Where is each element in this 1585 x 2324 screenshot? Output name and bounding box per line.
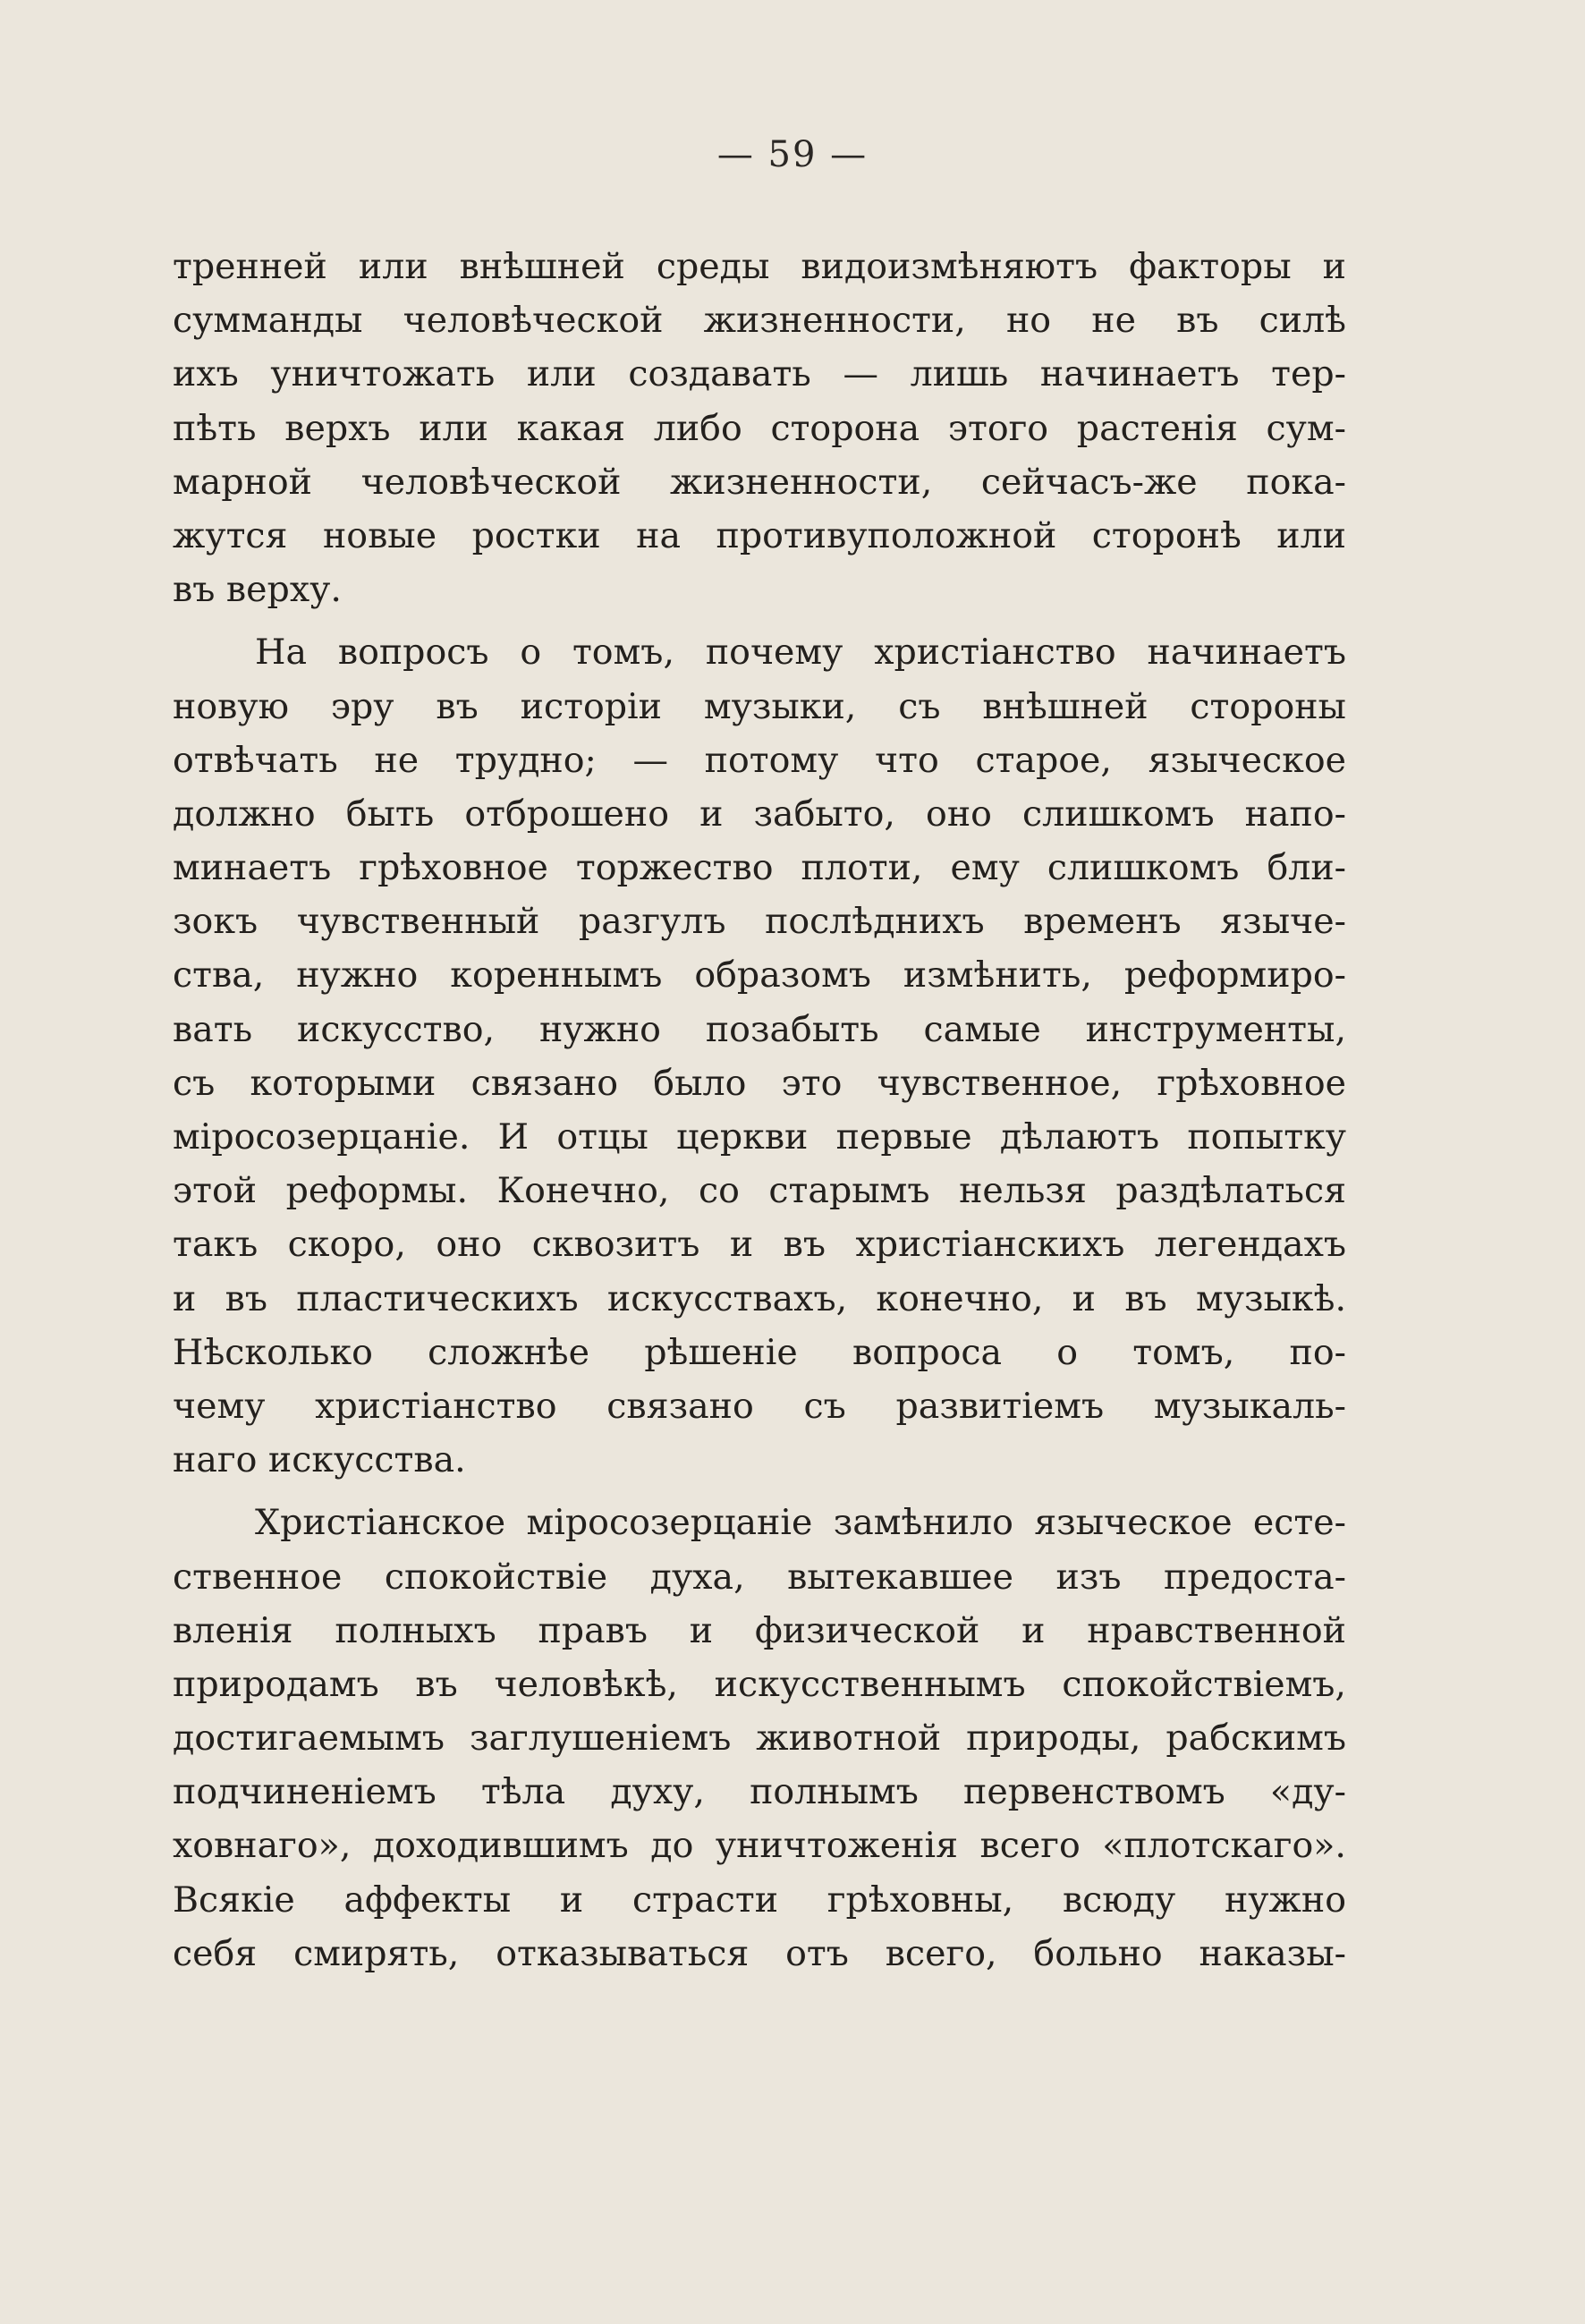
text-line: Нѣсколько сложнѣе рѣшеніе вопроса о томъ, по- [173, 1331, 1346, 1373]
text-line: вленія полныхъ правъ и физической и нравственной [173, 1609, 1346, 1651]
text-line: жутся новые ростки на противуположной сторонѣ или [173, 514, 1346, 556]
text-line: ственное спокойствіе духа, вытекавшее изъ предоста- [173, 1556, 1346, 1598]
page-number: — 59 — [716, 134, 869, 175]
text-line: тренней или внѣшней среды видоизмѣняютъ факторы и [173, 246, 1346, 287]
text-line: достигаемымъ заглушеніемъ животной природы, рабскимъ [173, 1718, 1346, 1760]
text-line: сумманды человѣческой жизненности, но не въ силѣ [173, 300, 1346, 342]
text-line: міросозерцаніе. И отцы церкви первые дѣлаютъ попытку [173, 1116, 1346, 1158]
body-text [173, 240, 1346, 1980]
text-line: пѣть верхъ или какая либо сторона этого растенія сум- [173, 407, 1346, 449]
text-line: ховнаго», доходившимъ до уничтоженія всего «плотскаго». [173, 1825, 1346, 1867]
paragraph-first-line: Христіанское міросозерцаніе замѣнило языческое есте- [255, 1502, 1346, 1544]
text-line: марной человѣческой жизненности, сейчасъ-же пока- [173, 461, 1346, 503]
text-line: этой реформы. Конечно, со старымъ нельзя раздѣлаться [173, 1170, 1346, 1212]
text-line: природамъ въ человѣкѣ, искусственнымъ спокойствіемъ, [173, 1663, 1346, 1705]
text-line: ихъ уничтожать или создавать — лишь начинаетъ тер- [173, 353, 1346, 395]
text-line: такъ скоро, оно сквозитъ и въ христіанскихъ легендахъ [173, 1224, 1346, 1266]
text-line: минаетъ грѣховное торжество плоти, ему слишкомъ бли- [173, 847, 1346, 889]
text-line: новую эру въ исторіи музыки, съ внѣшней стороны [173, 685, 1346, 727]
text-line: подчиненіемъ тѣла духу, полнымъ первенствомъ «ду- [173, 1771, 1346, 1813]
text-line: наго искусства. [173, 1439, 466, 1481]
text-line: себя смирять, отказываться отъ всего, больно наказы- [173, 1932, 1346, 1974]
text-line: чему христіанство связано съ развитіемъ музыкаль- [173, 1385, 1346, 1427]
text-line: отвѣчать не трудно; — потому что старое, языческое [173, 739, 1346, 781]
text-line: зокъ чувственный разгулъ послѣднихъ временъ языче- [173, 901, 1346, 943]
text-line: должно быть отброшено и забыто, оно слишкомъ напо- [173, 793, 1346, 835]
text-line: и въ пластическихъ искусствахъ, конечно, и въ музыкѣ. [173, 1277, 1346, 1319]
text-line: вать искусство, нужно позабыть самые инструменты, [173, 1008, 1346, 1050]
text-line: ства, нужно кореннымъ образомъ измѣнить, реформиро- [173, 954, 1346, 997]
text-line: съ которыми связано было это чувственное, грѣховное [173, 1062, 1346, 1104]
text-line: въ верху. [173, 569, 342, 611]
paragraph-first-line: На вопросъ о томъ, почему христіанство начинаетъ [255, 632, 1346, 674]
text-line: Всякіе аффекты и страсти грѣховны, всюду нужно [173, 1879, 1346, 1921]
